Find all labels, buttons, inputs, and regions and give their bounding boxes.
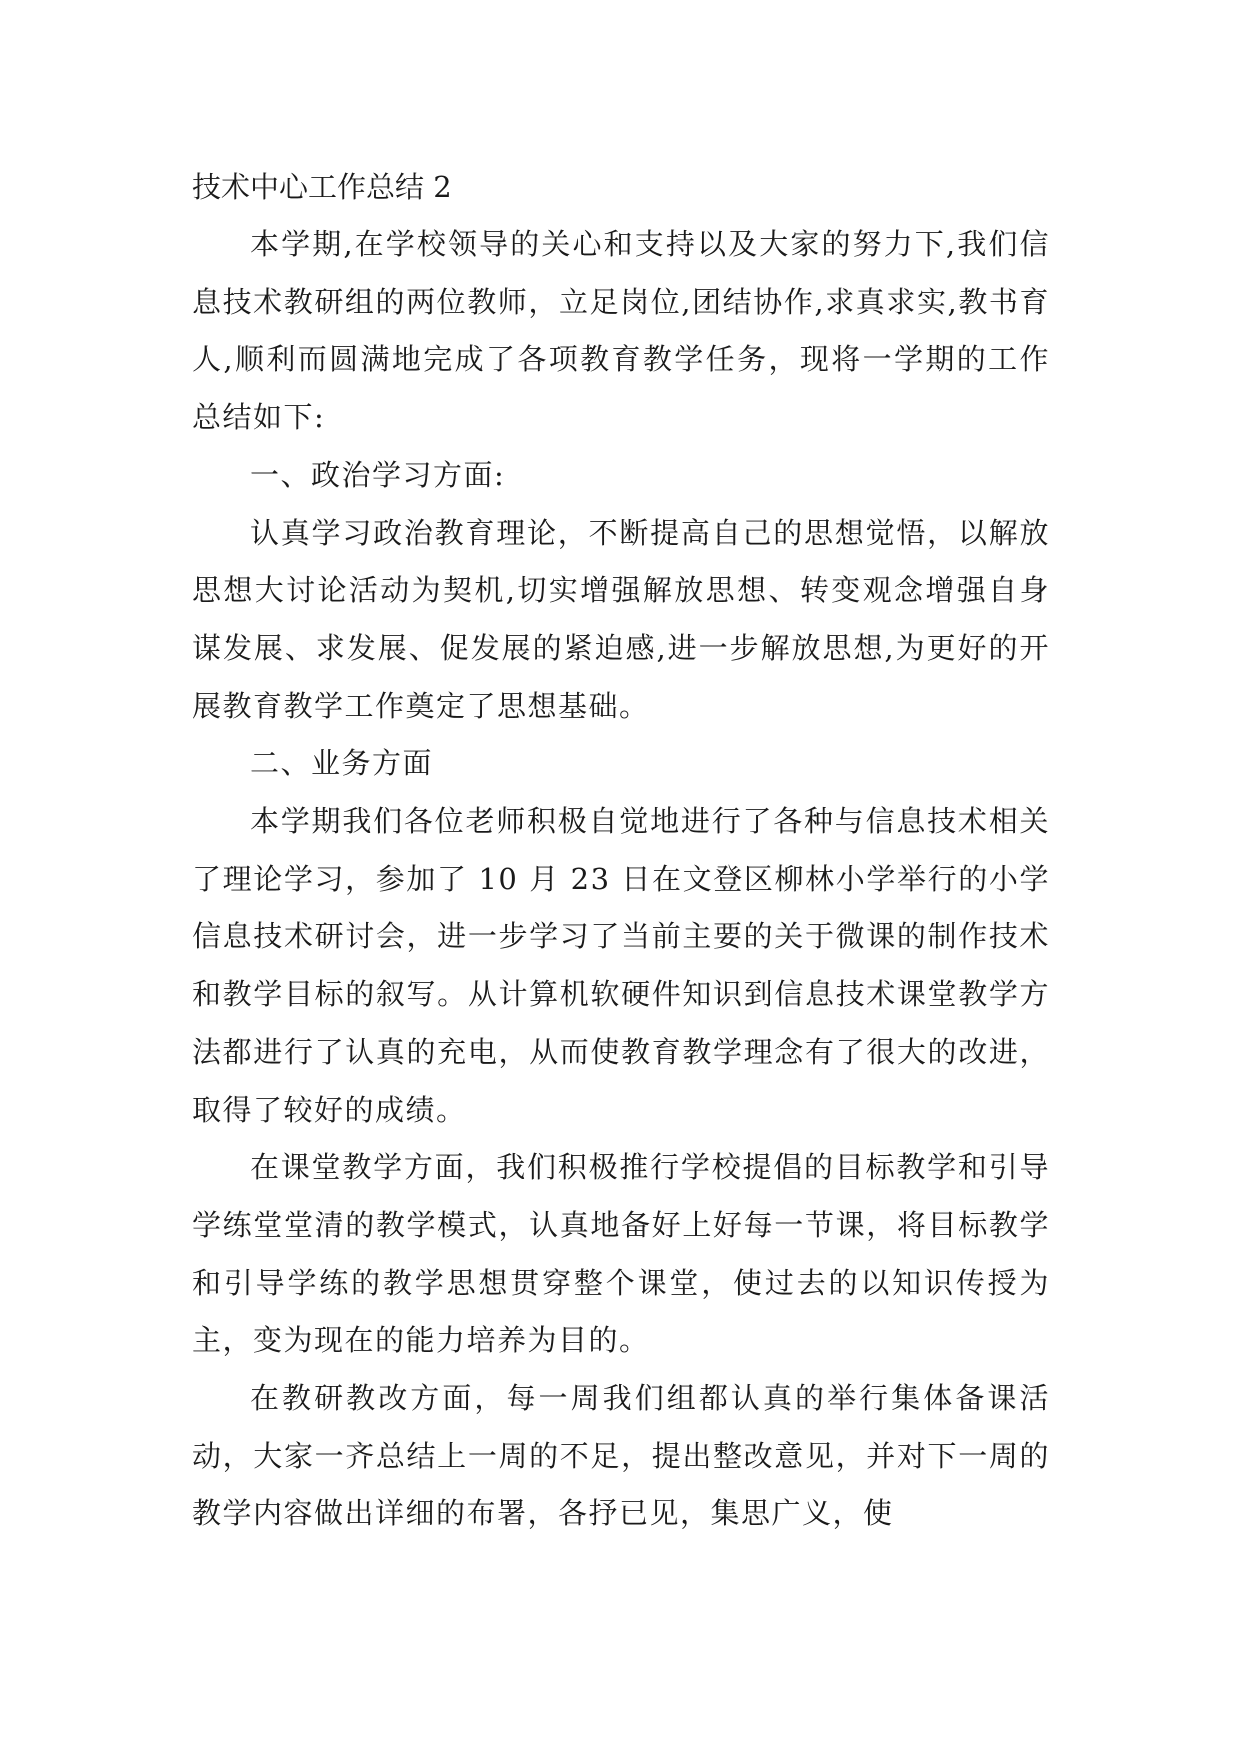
document-title: 技术中心工作总结 2 [192, 170, 452, 204]
section-heading-political-study: 一、政治学习方面: [250, 457, 506, 492]
classroom-teaching-paragraph: 在课堂教学方面，我们积极推行学校提倡的目标教学和引导学练堂堂清的教学模式，认真地备好上好每一节课，将目标教学和引导学练的教学思想贯穿整个课堂，使过去的以知识传授为主，变为现在的能力培养为目的。 [192, 1150, 1050, 1358]
section-heading-professional-work: 二、业务方面 [250, 746, 434, 781]
intro-paragraph: 本学期,在学校领导的关心和支持以及大家的努力下,我们信息技术教研组的两位教师，立足岗位,团结协作,求真求实,教书育人,顺利而圆满地完成了各项教育教学任务，现将一学期的工作总结如下: [192, 227, 1050, 435]
professional-study-paragraph: 本学期我们各位老师积极自觉地进行了各种与信息技术相关了理论学习，参加了 10 月 23 日在文登区柳林小学举行的小学信息技术研讨会，进一步学习了当前主要的关于微课的制作技术和教学目标的叙写。从计算机软硬件知识到信息技术课堂教学方法都进行了认真的充电，从而使教育教学理念有了很大的改进，取得了较好的成绩。 [192, 804, 1050, 1127]
document-body [192, 158, 1050, 1543]
teaching-research-paragraph: 在教研教改方面，每一周我们组都认真的举行集体备课活动，大家一齐总结上一周的不足，提出整改意见，并对下一周的教学内容做出详细的布署，各抒已见，集思广义，使 [192, 1381, 1050, 1531]
political-study-paragraph: 认真学习政治教育理论，不断提高自己的思想觉悟，以解放思想大讨论活动为契机,切实增强解放思想、转变观念增强自身谋发展、求发展、促发展的紧迫感,进一步解放思想,为更好的开展教育教学工作奠定了思想基础。 [192, 515, 1050, 723]
